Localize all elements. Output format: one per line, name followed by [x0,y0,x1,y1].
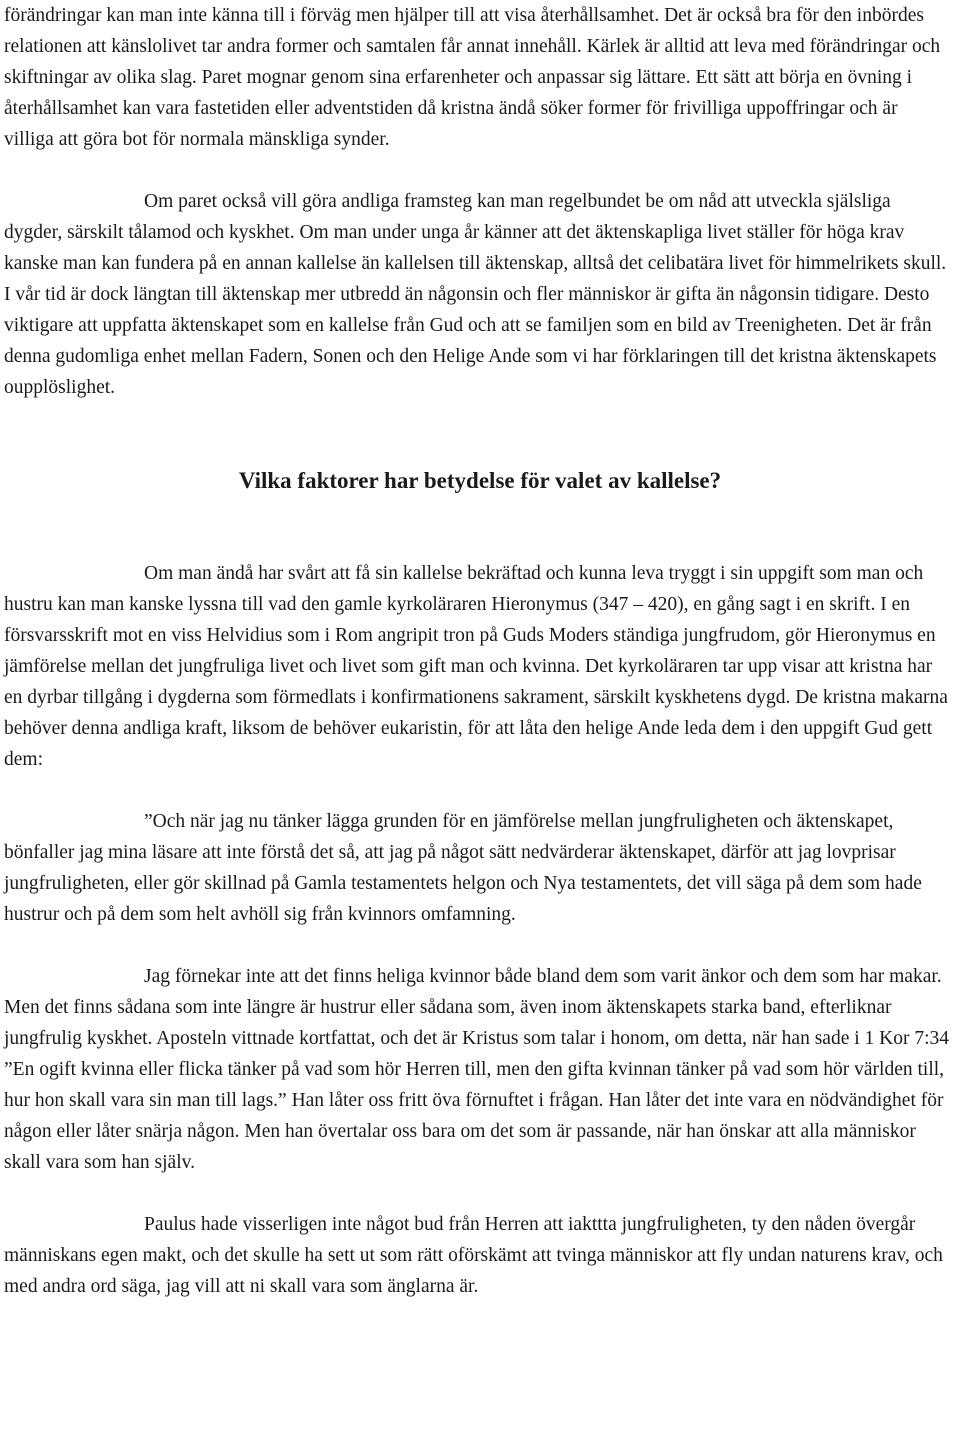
section-spacer [4,403,950,465]
body-paragraph-2: Om paret också vill göra andliga framsteg kan man regelbundet be om nåd att utveckla själsliga dygder, särskilt tålamod och kyskhet. Om man under unga år känner att det äktenskapliga livet ställer för höga krav kanske man kan fundera på en annan kallelse än kallelsen till äktenskap, alltså det celibatära livet för himmelrikets skull. I vår tid är dock längtan till äktenskap mer utbredd än någonsin och fler människor är gifta än någonsin tidigare. Desto viktigare att uppfatta äktenskapet som en kallelse från Gud och att se familjen som en bild av Treenigheten. Det är från denna gudomliga enhet mellan Fadern, Sonen och den Helige Ande som vi har förklaringen till det kristna äktenskapets oupplöslighet. [4,191,947,398]
section-spacer [4,496,950,558]
quote-paragraph-2: Jag förnekar inte att det finns heliga kvinnor både bland dem som varit änkor och dem som har makar. Men det finns sådana som inte längre är hustrur eller sådana som, även inom äktenskapets starka band, efterliknar jungfrulig kyskhet. Aposteln vittnade kortfattat, och det är Kristus som talar i honom, om detta, när han sade i 1 Kor 7:34 ”En ogift kvinna eller flicka tänker på vad som hör Herren till, men den gifta kvinnan tänker på vad som hör världen till, hur hon skall vara sin man till lags.” Han låter oss fritt öva förnuftet i frågan. Han låter det inte vara en nödvändighet för någon eller låter snärja någon. Men han övertalar oss bara om det som är passande, när han önskar att alla människor skall vara som han själv. [4,966,950,1173]
body-paragraph-3: Om man ändå har svårt att få sin kallelse bekräftad och kunna leva tryggt i sin uppgift som man och hustru kan man kanske lyssna till vad den gamle kyrkoläraren Hieronymus (347 – 420), en gång sagt i en skrift. I en försvarsskrift mot en viss Helvidius som i Rom angripit tron på Guds Moders ständiga jungfrudom, gör Hieronymus en jämförelse mellan det jungfruliga livet och livet som gift man och kvinna. Det kyrkoläraren tar upp visar att kristna har en dyrbar tillgång i dygderna som förmedlats i konfirmationens sakrament, särskilt kyskhetens dygd. De kristna makarna behöver denna andliga kraft, liksom de behöver eukaristin, för att låta den helige Ande leda dem i den uppgift Gud gett dem: [4,563,948,770]
section-heading: Vilka faktorer har betydelse för valet av kallelse? [238,468,722,493]
document-page [4,0,950,1302]
paragraph-spacer [4,1178,950,1209]
paragraph-spacer [4,155,950,186]
body-paragraph-1: förändringar kan man inte känna till i förväg men hjälper till att visa återhållsamhet. Det är också bra för den inbördes relationen att känslolivet tar andra former och samtalen får annat innehåll. Kärlek är alltid att leva med förändringar och skiftningar av olika slag. Paret mognar genom sina erfarenheter och anpassar sig lättare. Ett sätt att börja en övning i återhållsamhet kan vara fastetiden eller adventstiden då kristna ändå söker former för frivilliga uppoffringar och är villiga att göra bot för normala mänskliga synder. [4,5,941,150]
quote-paragraph-1: ”Och när jag nu tänker lägga grunden för en jämförelse mellan jungfruligheten och äktenskapet, bönfaller jag mina läsare att inte förstå det så, att jag på något sätt nedvärderar äktenskapet, därför att jag lovprisar jungfruligheten, eller gör skillnad på Gamla testamentets helgon och Nya testamentets, det vill säga på dem som hade hustrur och på dem som helt avhöll sig från kvinnors omfamning. [4,811,922,925]
paragraph-spacer [4,930,950,961]
paragraph-spacer [4,775,950,806]
quote-paragraph-3: Paulus hade visserligen inte något bud från Herren att iakttta jungfruligheten, ty den nåden övergår människans egen makt, och det skulle ha sett ut som rätt oförskämt att tvinga människor att fly undan naturens krav, och med andra ord säga, jag vill att ni skall vara som änglarna är. [4,1214,943,1297]
